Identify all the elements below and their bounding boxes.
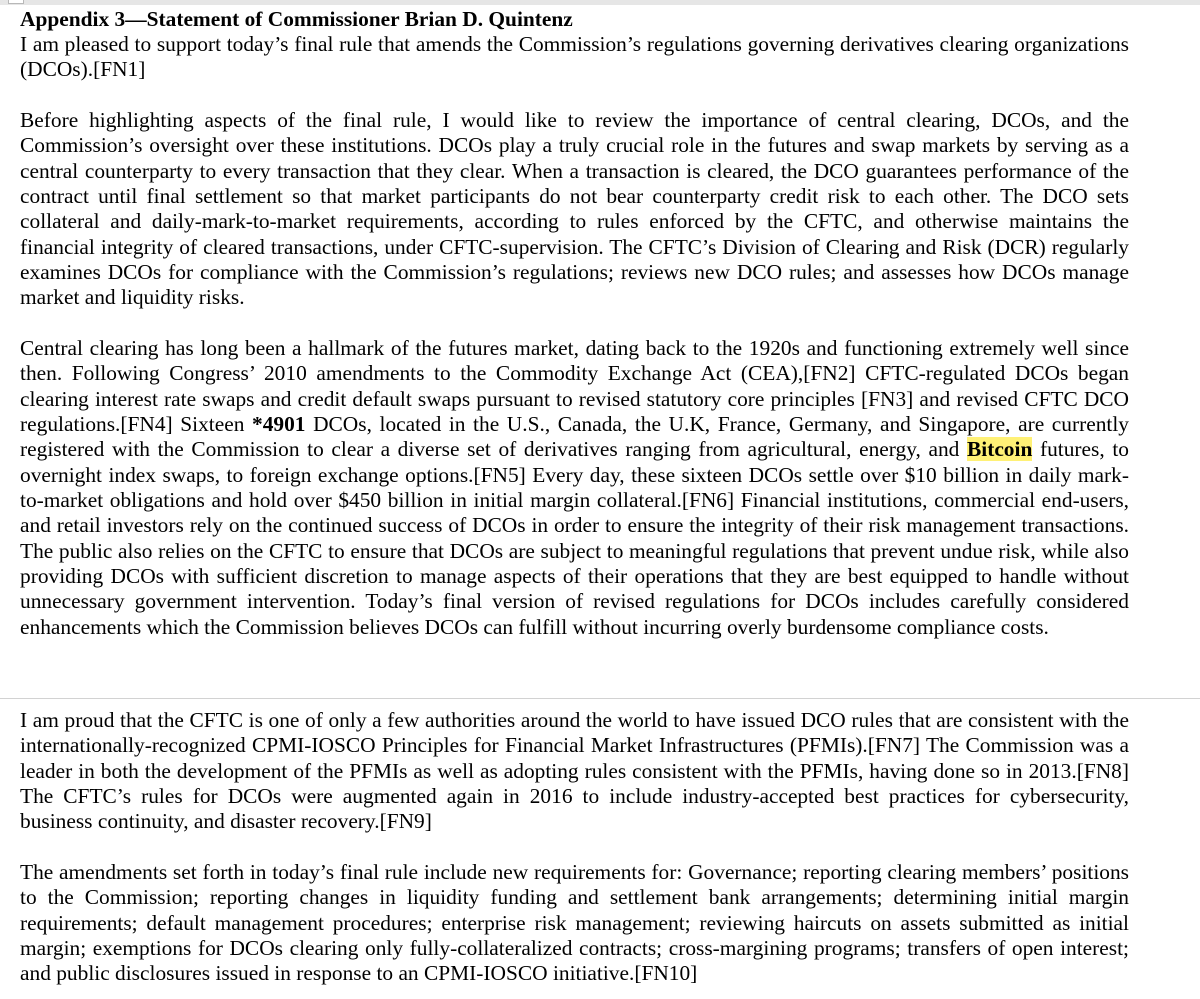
- page-reference: *4901: [252, 412, 306, 437]
- paragraph-dco-overview: Before highlighting aspects of the final rule, I would like to review the importance of central clearing, DCOs, and the Commission’s oversight over these institutions. DCOs play a truly crucial role in the futures and swap markets by serving as a central counterparty to every transaction that they clear. When a transaction is cleared, the DCO guarantees performance of the contract until final settlement so that market participants do not bear counterparty credit risk to each other. The DCO sets collateral and daily-mark-to-market requirements, according to rules enforced by the CFTC, and otherwise maintains the financial integrity of cleared transactions, under CFTC-supervision. The CFTC’s Division of Clearing and Risk (DCR) regularly examines DCOs for compliance with the Commission’s regulations; reviews new DCO rules; and assesses how DCOs manage market and liquidity risks.: [20, 108, 1129, 310]
- paragraph-pfmi-consistency: I am proud that the CFTC is one of only a few authorities around the world to have issued DCO rules that are consistent with the internationally-recognized CPMI-IOSCO Principles for Financial Market Infrastructures (PFMIs).[FN7] The Commission was a leader in both the development of the PFMIs as well as adopting rules consistent with the PFMIs, having done so in 2013.[FN8] The CFTC’s rules for DCOs were augmented again in 2016 to include industry-accepted best practices for cybersecurity, business continuity, and disaster recovery.[FN9]: [20, 708, 1129, 834]
- paragraph-intro: I am pleased to support today’s final rule that amends the Commission’s regulations governing derivatives clearing organizations (DCOs).[FN1]: [20, 32, 1129, 82]
- document-title: Appendix 3—Statement of Commissioner Brian D. Quintenz: [20, 7, 573, 31]
- paragraph-amendments: The amendments set forth in today’s final rule include new requirements for: Governance; reporting clearing members’ positions to the Commission; reporting changes in liquidity funding and settlement bank arrangements; determining initial margin requirements; default management procedures; enterprise risk management; reviewing haircuts on assets submitted as initial margin; exemptions for DCOs clearing only fully-collateralized contracts; cross-margining programs; transfers of open interest; and public disclosures issued in response to an CPMI-IOSCO initiative.[FN10]: [20, 860, 1129, 986]
- page-corner-marker: [8, 0, 24, 4]
- search-highlight: Bitcoin: [966, 437, 1033, 462]
- paragraph-text-segment: Central clearing has long been a hallmark of the futures market, dating back to the 1920s and functioning extremely well since then. Following Congress’ 2010 amendments to the Commodity Exchange Act (CEA),[FN2] CFTC-regulated DCOs began clearing interest rate swaps and credit default swaps pursuant to revised statutory core principles [FN3] and revised CFTC DCO regulations.[FN4] Sixteen: [20, 336, 1129, 437]
- paragraph-text-segment: DCOs, located in the U.S., Canada, the U.K, France, Germany, and Singapore, are currently registered with the Commission to clear a diverse set of derivatives ranging from agricultural, energy, and: [20, 412, 1129, 462]
- paragraph-text-segment: futures, to overnight index swaps, to foreign exchange options.[FN5] Every day, these sixteen DCOs settle over $10 billion in daily mark-to-market obligations and hold over $450 billion in initial margin collateral.[FN6] Financial institutions, commercial end-users, and retail investors rely on the continued success of DCOs in order to ensure the integrity of their risk management transactions. The public also relies on the CFTC to ensure that DCOs are subject to meaningful regulations that prevent undue risk, while also providing DCOs with sufficient discretion to manage aspects of their operations that they are best equipped to handle without unnecessary government intervention. Today’s final version of revised regulations for DCOs includes carefully considered enhancements which the Commission believes DCOs can fulfill without incurring overly burdensome compliance costs.: [20, 437, 1129, 639]
- paragraph-central-clearing: [20, 336, 1129, 640]
- page-break-divider: [0, 698, 1200, 699]
- page-top-strip: [0, 0, 1200, 5]
